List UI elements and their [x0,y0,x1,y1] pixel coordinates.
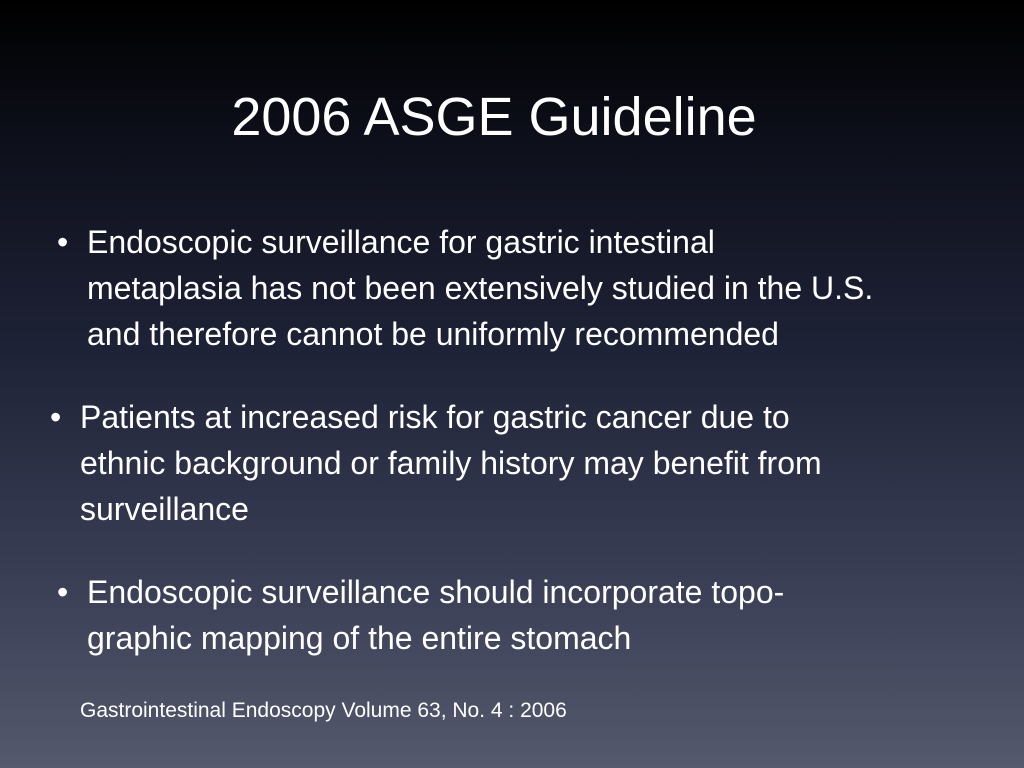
bullet-2-line-1: Patients at increased risk for gastric cancer due to [80,399,790,435]
bullet-3-line-1: Endoscopic surveillance should incorporate topo- [87,574,785,610]
bullet-point-1 [57,219,874,357]
bullet-1-line-1: Endoscopic surveillance for gastric intestinal [87,224,715,260]
bullet-point-3 [57,569,785,661]
bullet-2-line-3: surveillance [80,491,249,527]
bullet-marker: • [57,574,69,610]
bullet-1-line-3: and therefore cannot be uniformly recommended [87,316,779,352]
slide-title: 2006 ASGE Guideline [231,87,757,147]
bullet-1-line-2: metaplasia has not been extensively studied in the U.S. [87,270,874,306]
bullet-2-line-2: ethnic background or family history may benefit from [80,445,822,481]
bullet-point-2 [50,394,822,532]
bullet-marker: • [50,399,62,435]
bullet-marker: • [57,224,69,260]
bullet-3-line-2: graphic mapping of the entire stomach [87,620,632,656]
citation: Gastrointestinal Endoscopy Volume 63, No. 4 : 2006 [80,699,567,722]
